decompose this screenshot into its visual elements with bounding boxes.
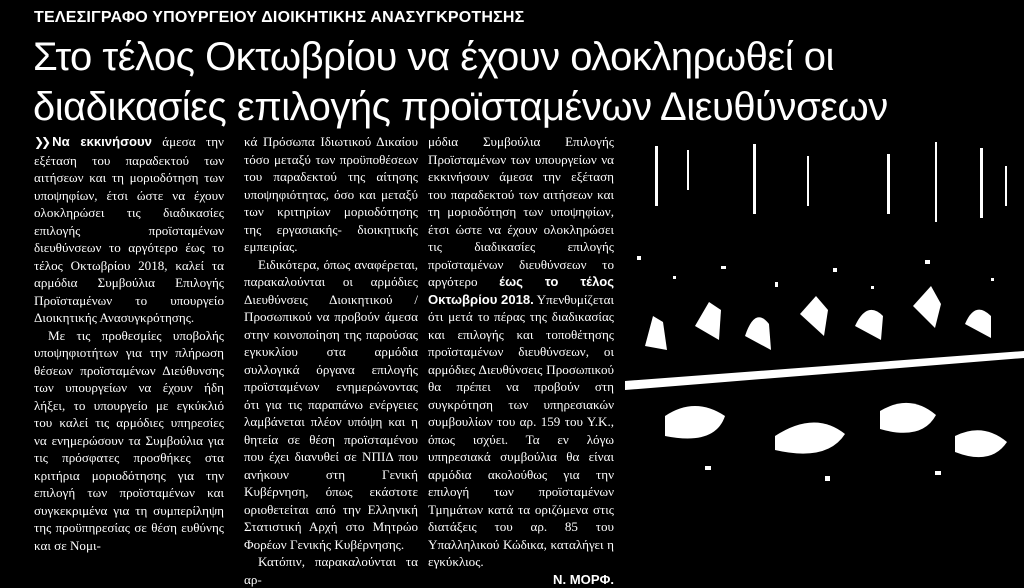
headline-line-1: Στο τέλος Οκτωβρίου να έχουν ολοκληρωθεί οι [33, 32, 1013, 82]
column-2 [244, 133, 418, 588]
paragraph-text: μόδια Συμβούλια Επιλογής Προϊσταμένων των υπουργείων να εκκινήσουν άμεσα την εξέταση του παραδεκτού των αιτήσεων και τη μοριοδότηση των υποψηφίων, έτσι ώστε να έχουν ολοκληρώσει τις διαδικασίες επιλογής προϊσταμένων διευθύνσεων το αργότερο [428, 134, 614, 289]
double-chevron-icon: ❯❯ [34, 135, 48, 149]
meeting-photo [625, 136, 1024, 495]
paragraph [428, 133, 614, 571]
paragraph: Ειδικότερα, όπως αναφέρεται, παρακαλούνται οι αρμόδιες Διευθύνσεις Διοικητικού /Προσωπικού να προβούν άμεσα στην κοινοποίηση της παρούσας εγκυκλίου στα αρμόδια συλλογικά όργανα επιλογής προϊσταμένων ενημερώνοντας ότι για τις παραπάνω ενέργειες λαμβάνεται πλέον υπόψη και η θητεία σε θέση προϊσταμένου που έχει διανυθεί σε ΝΠΙΔ που ανήκουν στη Γενική Κυβέρνηση, όπως εκάστοτε οριοθετείται από την Ελληνική Στατιστική Αρχή στο Μητρώο Φορέων Γενικής Κυβέρνησης. [244, 256, 418, 554]
column-3 [428, 133, 614, 588]
paragraph: κά Πρόσωπα Ιδιωτικού Δικαίου τόσο μεταξύ των προϋποθέσεων του παραδεκτού της αίτησης υποψηφιότητας, όσο και μεταξύ των κριτηρίων μοριοδότησης της εργασιακής- διοικητικής εμπειρίας. [244, 133, 418, 256]
paragraph [34, 133, 224, 327]
column-1 [34, 133, 224, 554]
meeting-photo-graphic [625, 136, 1024, 495]
headline-line-2: διαδικασίες επιλογής προϊσταμένων Διευθύνσεων [33, 82, 1013, 132]
paragraph: Κατόπιν, παρακαλούνται τα αρ- [244, 553, 418, 588]
paragraph-text: άμεσα την εξέταση του παραδεκτού των αιτήσεων και τη μοριοδότηση των υποψηφίων, έτσι ώστε να έχουν ολοκληρώσει τις διαδικασίες επιλογής προϊσταμένων διευθύνσεων το αργότερο έως το τέλος Οκτωβρίου 2018, καλεί τα αρμόδια Συμβούλια Επιλογής Προϊσταμένων το υπουργείο Διοικητικής Ανασυγκρότησης. [34, 134, 224, 325]
headline [33, 32, 1013, 132]
paragraph-text: Υπενθυμίζεται ότι μετά το πέρας της διαδικασίας και επιλογής και τοποθέτησης προϊσταμένων διευθύνσεων, οι αρμόδιες Διευθύνσεις Προσωπικού θα πρέπει να προβούν στη συγκρότηση των υπηρεσιακών συμβουλίων του αρ. 159 του Υ.Κ., όπως ισχύει. Τα εν λόγω υπηρεσιακά συμβούλια θα είναι αρμόδια ακολούθως για την επιλογή των προϊσταμένων Τμημάτων κατά τα οριζόμενα στις διατάξεις του αρ. 85 του Υπαλληλικού Κώδικα, καταλήγει η εγκύκλιος. [428, 292, 614, 570]
deadline-emphasis: έως το τέλος Οκτωβρίου 2018. [428, 274, 614, 307]
kicker: ΤΕΛΕΣΙΓΡΑΦΟ ΥΠΟΥΡΓΕΙΟΥ ΔΙΟΙΚΗΤΙΚΗΣ ΑΝΑΣΥΓΚΡΟΤΗΣΗΣ [34, 9, 994, 27]
author-signature: Ν. ΜΟΡΦ. [428, 571, 614, 588]
paragraph: Με τις προθεσμίες υποβολής υποψηφιοτήτων για την πλήρωση θέσεων προϊσταμένων Διεύθυνσης των υπουργείων να έχουν ήδη λήξει, το υπουργείο με εγκύκλιό του καλεί τις αρμόδιες υπηρεσίες να ενημερώσουν τα Συμβούλια για τις πρόσφατες προσθήκες στα κριτήρια μοριοδότησης για την επιλογή των προϊσταμένων και συγκεκριμένα για τη συμπερίληψη της προϋπηρεσίας σε θέση ευθύνης και σε Νομι- [34, 327, 224, 555]
lead-phrase: Να εκκινήσουν [52, 134, 152, 149]
